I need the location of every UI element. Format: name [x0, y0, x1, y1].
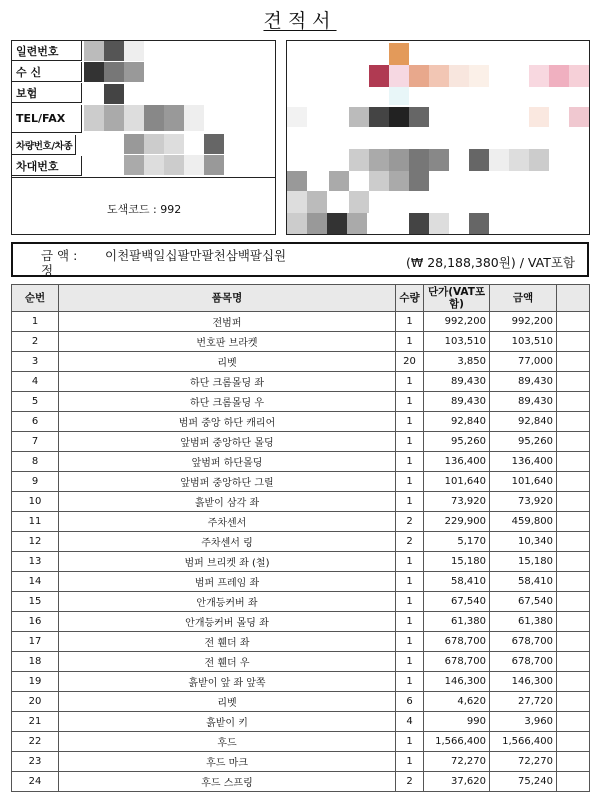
row-index: 15 [12, 592, 59, 612]
row-quantity: 2 [396, 512, 424, 532]
row-quantity: 1 [396, 612, 424, 632]
row-blank [557, 712, 590, 732]
row-blank [557, 512, 590, 532]
row-blank [557, 572, 590, 592]
row-blank [557, 372, 590, 392]
row-index: 18 [12, 652, 59, 672]
row-blank [557, 612, 590, 632]
row-item-name: 안개등커버 좌 [59, 592, 396, 612]
row-blank [557, 532, 590, 552]
table-row [12, 652, 590, 672]
row-quantity: 1 [396, 432, 424, 452]
row-amount: 75,240 [490, 772, 557, 792]
row-quantity: 1 [396, 332, 424, 352]
row-amount: 58,410 [490, 572, 557, 592]
table-row [12, 312, 590, 332]
table-row [12, 412, 590, 432]
amount-in-words: 이천팔백일십팔만팔천삼백팔십원 [105, 248, 287, 263]
row-item-name: 후드 스프링 [59, 772, 396, 792]
row-unit-price: 61,380 [424, 612, 490, 632]
table-row [12, 632, 590, 652]
row-blank [557, 412, 590, 432]
row-amount: 1,566,400 [490, 732, 557, 752]
header-quantity: 수량 [396, 285, 424, 312]
table-row [12, 392, 590, 412]
row-unit-price: 146,300 [424, 672, 490, 692]
row-amount: 3,960 [490, 712, 557, 732]
row-quantity: 1 [396, 492, 424, 512]
row-quantity: 2 [396, 532, 424, 552]
paint-color-code: 도색코드 : 992 [107, 203, 182, 216]
row-amount: 136,400 [490, 452, 557, 472]
row-index: 10 [12, 492, 59, 512]
row-unit-price: 37,620 [424, 772, 490, 792]
row-amount: 103,510 [490, 332, 557, 352]
row-amount: 101,640 [490, 472, 557, 492]
row-amount: 89,430 [490, 372, 557, 392]
table-row [12, 712, 590, 732]
row-quantity: 1 [396, 752, 424, 772]
row-index: 8 [12, 452, 59, 472]
row-unit-price: 229,900 [424, 512, 490, 532]
row-item-name: 흙받이 키 [59, 712, 396, 732]
row-unit-price: 990 [424, 712, 490, 732]
table-row [12, 732, 590, 752]
row-unit-price: 5,170 [424, 532, 490, 552]
row-quantity: 1 [396, 452, 424, 472]
row-amount: 72,270 [490, 752, 557, 772]
row-index: 1 [12, 312, 59, 332]
row-item-name: 흙받이 삼각 좌 [59, 492, 396, 512]
row-item-name: 범퍼 중앙 하단 캐리어 [59, 412, 396, 432]
row-unit-price: 15,180 [424, 552, 490, 572]
row-blank [557, 432, 590, 452]
row-blank [557, 632, 590, 652]
row-index: 11 [12, 512, 59, 532]
row-item-name: 리벳 [59, 692, 396, 712]
label-insurance: 보험 [12, 83, 82, 103]
row-amount: 678,700 [490, 652, 557, 672]
table-row [12, 552, 590, 572]
row-index: 22 [12, 732, 59, 752]
row-item-name: 안개등커버 몰딩 좌 [59, 612, 396, 632]
table-row [12, 592, 590, 612]
row-amount: 61,380 [490, 612, 557, 632]
row-item-name: 주차센서 [59, 512, 396, 532]
row-amount: 459,800 [490, 512, 557, 532]
divider [12, 177, 275, 178]
label-serial-number: 일련번호 [12, 41, 82, 61]
row-unit-price: 678,700 [424, 632, 490, 652]
row-blank [557, 752, 590, 772]
row-amount: 89,430 [490, 392, 557, 412]
row-index: 17 [12, 632, 59, 652]
row-unit-price: 4,620 [424, 692, 490, 712]
redacted-mosaic [84, 41, 224, 177]
label-vehicle-number: 차량번호/차종 [12, 135, 76, 155]
row-quantity: 6 [396, 692, 424, 712]
table-row [12, 372, 590, 392]
table-row [12, 772, 590, 792]
row-index: 7 [12, 432, 59, 452]
recipient-info-box [11, 40, 276, 235]
sender-info-box [286, 40, 590, 235]
table-row [12, 432, 590, 452]
row-amount: 73,920 [490, 492, 557, 512]
row-unit-price: 92,840 [424, 412, 490, 432]
row-quantity: 20 [396, 352, 424, 372]
row-blank [557, 392, 590, 412]
row-item-name: 하단 크롬몰딩 좌 [59, 372, 396, 392]
header-index: 순번 [12, 285, 59, 312]
amount-label: 금 액 : [41, 248, 78, 263]
row-blank [557, 552, 590, 572]
row-index: 24 [12, 772, 59, 792]
row-amount: 10,340 [490, 532, 557, 552]
row-unit-price: 992,200 [424, 312, 490, 332]
label-tel-fax: TEL/FAX [12, 105, 82, 133]
row-unit-price: 3,850 [424, 352, 490, 372]
row-item-name: 범퍼 프레임 좌 [59, 572, 396, 592]
amount-label-suffix: 정 [41, 263, 54, 278]
row-item-name: 앞범퍼 중앙하단 몰딩 [59, 432, 396, 452]
row-index: 3 [12, 352, 59, 372]
row-item-name: 주차센서 링 [59, 532, 396, 552]
row-quantity: 1 [396, 552, 424, 572]
row-amount: 15,180 [490, 552, 557, 572]
row-unit-price: 101,640 [424, 472, 490, 492]
row-quantity: 4 [396, 712, 424, 732]
total-amount-bar [11, 242, 589, 277]
row-index: 6 [12, 412, 59, 432]
table-row [12, 452, 590, 472]
row-index: 13 [12, 552, 59, 572]
row-item-name: 전 휀더 좌 [59, 632, 396, 652]
row-amount: 27,720 [490, 692, 557, 712]
row-quantity: 1 [396, 732, 424, 752]
label-chassis-number: 차대번호 [12, 156, 82, 176]
row-quantity: 1 [396, 672, 424, 692]
row-quantity: 1 [396, 472, 424, 492]
row-amount: 992,200 [490, 312, 557, 332]
row-unit-price: 58,410 [424, 572, 490, 592]
row-blank [557, 492, 590, 512]
row-item-name: 범퍼 브리켓 좌 (철) [59, 552, 396, 572]
header-blank [557, 285, 590, 312]
row-index: 20 [12, 692, 59, 712]
row-item-name: 전 휀더 우 [59, 652, 396, 672]
row-index: 9 [12, 472, 59, 492]
table-row [12, 572, 590, 592]
table-row [12, 492, 590, 512]
row-blank [557, 352, 590, 372]
row-unit-price: 73,920 [424, 492, 490, 512]
row-blank [557, 592, 590, 612]
row-index: 5 [12, 392, 59, 412]
table-row [12, 472, 590, 492]
row-index: 19 [12, 672, 59, 692]
row-unit-price: 89,430 [424, 392, 490, 412]
quotation-items-table [11, 284, 590, 792]
row-index: 21 [12, 712, 59, 732]
table-row [12, 692, 590, 712]
row-item-name: 앞범퍼 중앙하단 그릴 [59, 472, 396, 492]
amount-in-figures: (₩ 28,188,380원) / VAT포함 [405, 255, 575, 270]
row-quantity: 1 [396, 392, 424, 412]
row-quantity: 1 [396, 632, 424, 652]
row-unit-price: 103,510 [424, 332, 490, 352]
row-blank [557, 452, 590, 472]
row-item-name: 앞범퍼 하단몰딩 [59, 452, 396, 472]
table-row [12, 672, 590, 692]
row-quantity: 1 [396, 572, 424, 592]
row-item-name: 하단 크롬몰딩 우 [59, 392, 396, 412]
row-unit-price: 678,700 [424, 652, 490, 672]
row-unit-price: 1,566,400 [424, 732, 490, 752]
row-unit-price: 67,540 [424, 592, 490, 612]
row-item-name: 번호판 브라켓 [59, 332, 396, 352]
table-row [12, 352, 590, 372]
row-unit-price: 72,270 [424, 752, 490, 772]
table-row [12, 612, 590, 632]
row-amount: 678,700 [490, 632, 557, 652]
row-index: 16 [12, 612, 59, 632]
row-quantity: 2 [396, 772, 424, 792]
row-amount: 95,260 [490, 432, 557, 452]
redacted-logo-mosaic [287, 41, 589, 234]
row-index: 23 [12, 752, 59, 772]
row-index: 12 [12, 532, 59, 552]
row-index: 4 [12, 372, 59, 392]
row-amount: 92,840 [490, 412, 557, 432]
row-amount: 146,300 [490, 672, 557, 692]
row-blank [557, 672, 590, 692]
row-blank [557, 472, 590, 492]
row-unit-price: 95,260 [424, 432, 490, 452]
row-index: 2 [12, 332, 59, 352]
row-unit-price: 136,400 [424, 452, 490, 472]
table-row [12, 532, 590, 552]
document-title: 견적서 [263, 10, 337, 32]
row-amount: 67,540 [490, 592, 557, 612]
row-blank [557, 312, 590, 332]
row-blank [557, 332, 590, 352]
row-blank [557, 652, 590, 672]
row-unit-price: 89,430 [424, 372, 490, 392]
label-recipient: 수 신 [12, 62, 82, 82]
row-item-name: 리벳 [59, 352, 396, 372]
row-blank [557, 772, 590, 792]
table-row [12, 512, 590, 532]
row-item-name: 흙받이 앞 좌 앞쪽 [59, 672, 396, 692]
row-quantity: 1 [396, 592, 424, 612]
row-quantity: 1 [396, 652, 424, 672]
row-item-name: 후드 [59, 732, 396, 752]
table-row [12, 332, 590, 352]
row-blank [557, 732, 590, 752]
row-item-name: 후드 마크 [59, 752, 396, 772]
header-item-name: 품목명 [59, 285, 396, 312]
row-index: 14 [12, 572, 59, 592]
row-item-name: 전범퍼 [59, 312, 396, 332]
row-amount: 77,000 [490, 352, 557, 372]
row-quantity: 1 [396, 412, 424, 432]
table-row [12, 752, 590, 772]
row-blank [557, 692, 590, 712]
row-quantity: 1 [396, 372, 424, 392]
header-amount: 금액 [490, 285, 557, 312]
header-unit-price: 단가(VAT포함) [424, 285, 490, 312]
row-quantity: 1 [396, 312, 424, 332]
table-header-row [12, 285, 590, 312]
